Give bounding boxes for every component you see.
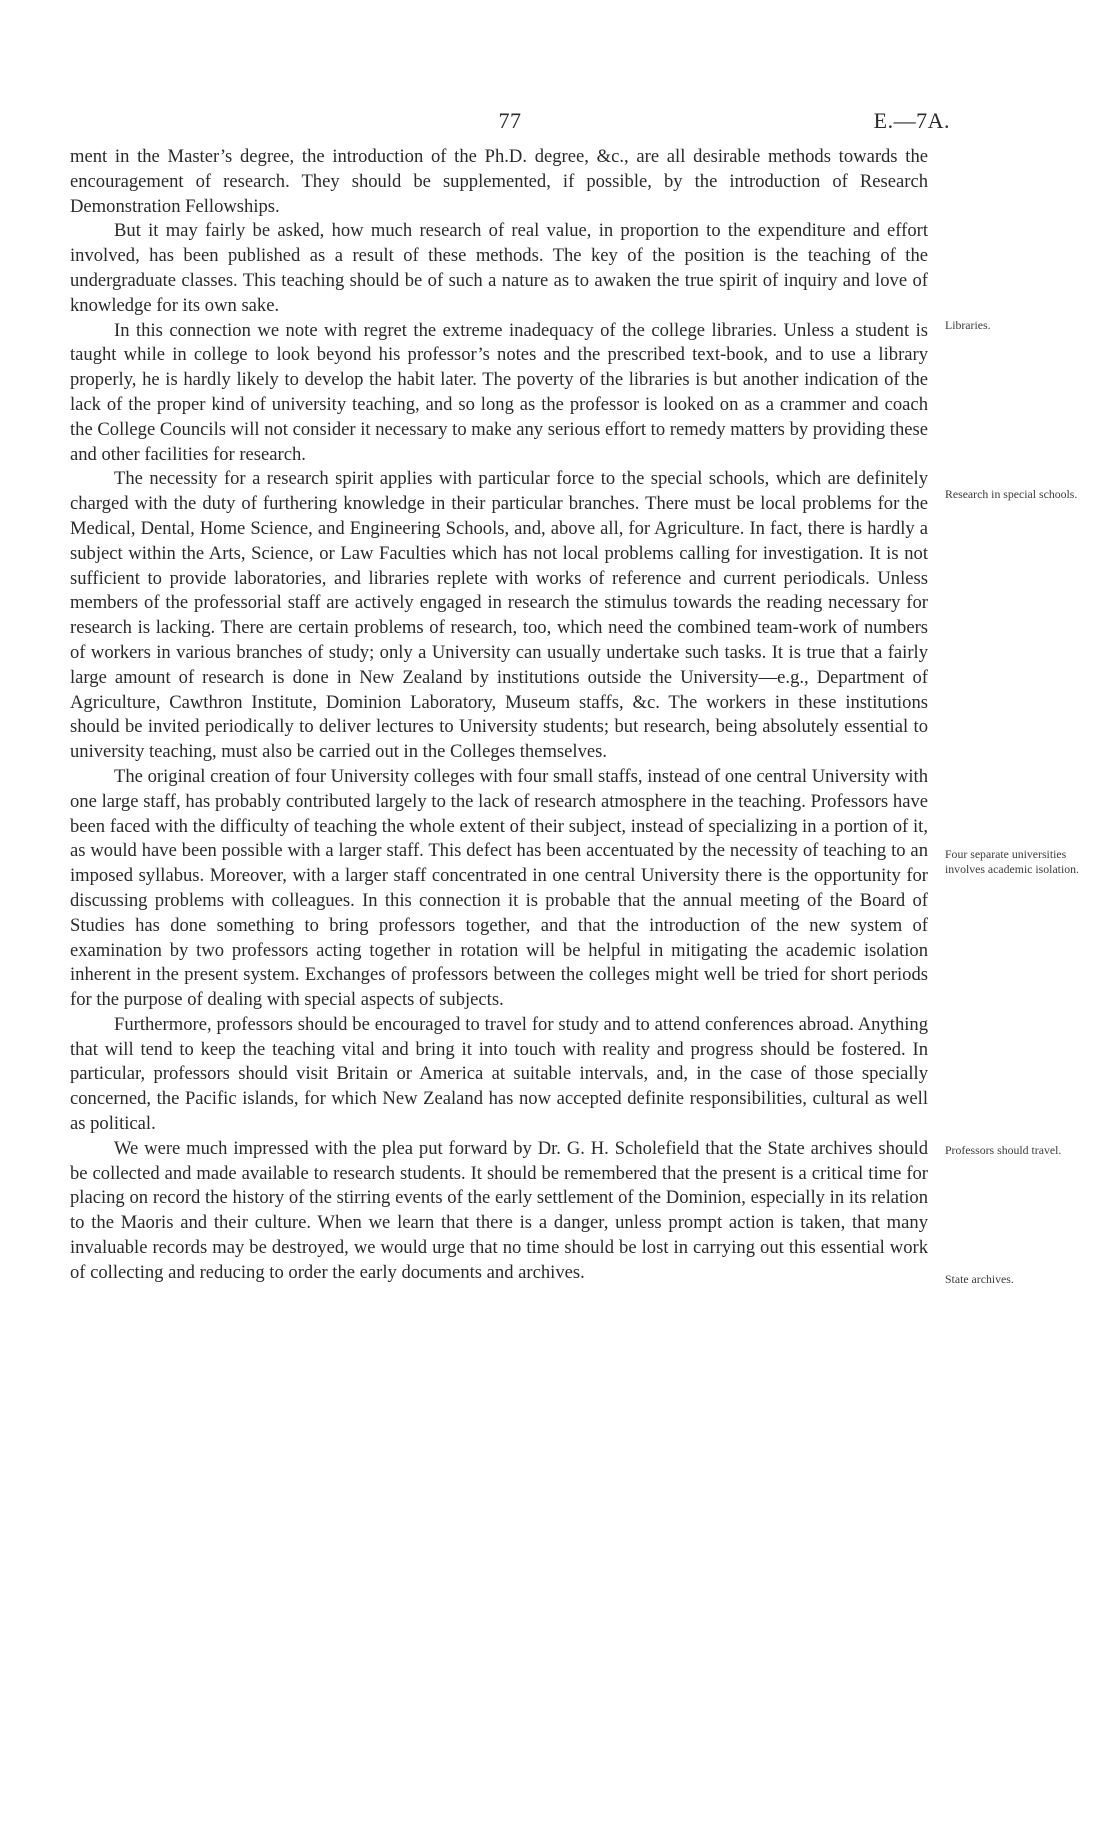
margin-note-research-schools: Research in special schools.	[945, 487, 1078, 501]
margin-note-professors-travel: Professors should travel.	[945, 1143, 1062, 1157]
body-text	[70, 145, 928, 1286]
document-code: E.—7A.	[873, 108, 950, 133]
paragraph-libraries: In this connection we note with regret the extreme inadequacy of the college libraries. Unless a student is taught while in college to look beyond his professor’s notes and the prescribed text-book, and to use a library properly, he is hardly likely to develop the habit later. The poverty of the libraries is but another indication of the lack of the proper kind of university teaching, and so long as the professor is looked on as a crammer and coach the College Councils will not consider it necessary to make any serious effort to remedy matters by providing these and other facilities for research.	[70, 319, 928, 465]
margin-note-state-archives: State archives.	[945, 1272, 1014, 1286]
paragraph-four-colleges: The original creation of four University colleges with four small staffs, instead of one central University with one large staff, has probably contributed largely to the lack of research atmosphere in the teaching. Professors have been faced with the difficulty of teaching the whole extent of their subject, instead of specializing in a portion of it, as would have been possible with a larger staff. This defect has been accentuated by the necessity of teaching to an imposed syllabus. Moreover, with a larger staff concentrated in one central University there is the opportunity for discussing problems with colleagues. In this connection it is probable that the annual meeting of the Board of Studies has done something to bring professors together, and that the introduction of the new system of examination by two professors acting together in rotation will be helpful in mitigating the academic isolation inherent in the present system. Exchanges of professors between the colleges might well be tried for short periods for the purpose of dealing with special aspects of subjects.	[70, 765, 928, 1011]
paragraph-state-archives: We were much impressed with the plea put forward by Dr. G. H. Scholefield that the State archives should be collected and made available to research students. It should be remembered that the present is a critical time for placing on record the history of the stirring events of the early settlement of the Dominion, especially in its relation to the Maoris and their culture. When we learn that there is a danger, unless prompt action is taken, that many invaluable records may be destroyed, we would urge that no time should be lost in carrying out this essential work of collecting and reducing to order the early documents and archives.	[70, 1137, 928, 1283]
page-number: 77	[498, 108, 522, 133]
paragraph-special-schools: The necessity for a research spirit applies with particular force to the special schools, which are definitely charged with the duty of furthering knowledge in their particular branches. There must be local problems for the Medical, Dental, Home Science, and Engineering Schools, and, above all, for Agriculture. In fact, there is hardly a subject within the Arts, Science, or Law Faculties which has not local problems calling for investigation. It is not sufficient to provide laboratories, and libraries replete with works of reference and current periodicals. Unless members of the professorial staff are actively engaged in research the stimulus towards the reading necessary for research is lacking. There are certain problems of research, too, which need the combined team-work of numbers of workers in various branches of study; only a University can usually undertake such tasks. It is true that a fairly large amount of research is done in New Zealand by institutions outside the University—e.g., Department of Agriculture, Cawthron Institute, Dominion Laboratory, Museum staffs, &c. The workers in these institutions should be invited periodically to deliver lectures to University students; but research, being absolutely essential to university teaching, must also be carried out in the Colleges themselves.	[70, 468, 928, 763]
page-header	[70, 108, 950, 138]
paragraph-undergraduate-teaching: But it may fairly be asked, how much research of real value, in proportion to the expenditure and effort involved, has been published as a result of these methods. The key of the position is the teaching of the undergraduate classes. This teaching should be of such a nature as to awaken the true spirit of inquiry and love of knowledge for its own sake.	[70, 220, 928, 316]
margin-note-libraries: Libraries.	[945, 318, 991, 332]
margin-note-four-universities: Four separate universities involves academic isolation.	[945, 847, 1079, 876]
paragraph-research-methods: ment in the Master’s degree, the introduction of the Ph.D. degree, &c., are all desirable methods towards the encouragement of research. They should be supplemented, if possible, by the introduction of Research Demonstration Fellowships.	[70, 146, 928, 217]
paragraph-professor-travel: Furthermore, professors should be encouraged to travel for study and to attend conferences abroad. Anything that will tend to keep the teaching vital and bring it into touch with reality and progress should be fostered. In particular, professors should visit Britain or America at suitable intervals, and, in the case of those specially concerned, the Pacific islands, for which New Zealand has now accepted definite responsibilities, cultural as well as political.	[70, 1013, 928, 1135]
